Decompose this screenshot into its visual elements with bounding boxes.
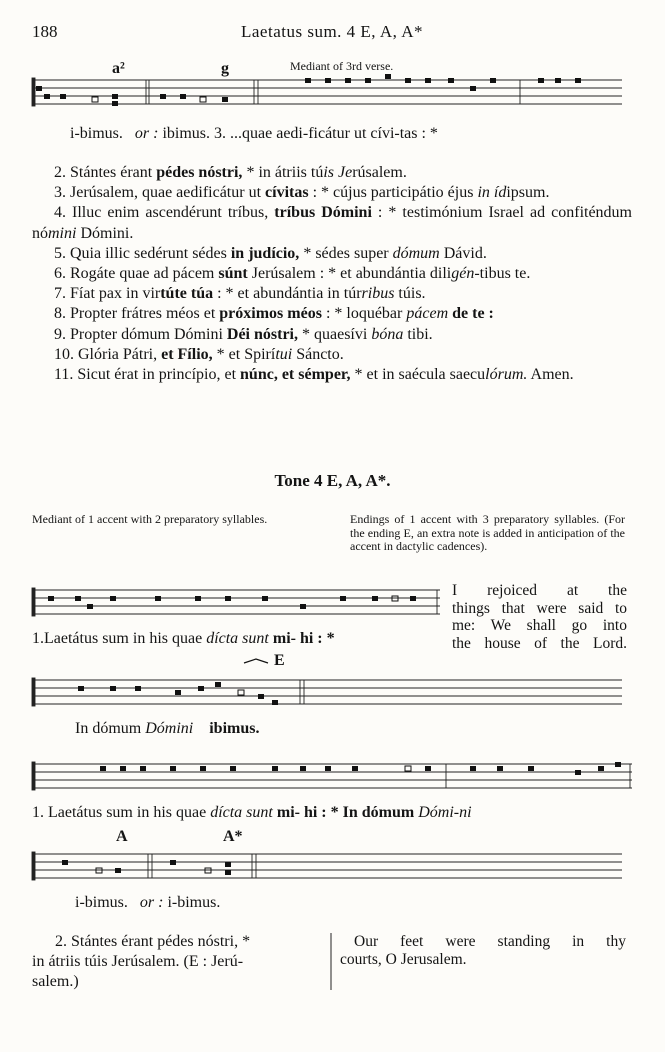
accent-mark: [244, 659, 268, 663]
lyric-line-3: In dómum Dómini ibimus.: [75, 720, 260, 737]
verse-9: 9. Propter dómum Dómini Déi nóstri, * quaesívi bóna tibi.: [54, 325, 433, 343]
verse-10: 10. Glória Pátri, et Fílio, * et Spirítui Sáncto.: [54, 345, 344, 363]
ending-label-E: E: [274, 652, 285, 669]
staff-3-neumes: [78, 682, 278, 705]
lyric-line-5: i-bimus. or : i-bimus.: [75, 894, 221, 911]
staff-5: [32, 852, 622, 880]
psalm-verses: [32, 163, 632, 385]
ending-label-Astar: A*: [223, 828, 243, 845]
verse-4: 4. Illuc enim ascendérunt tríbus, tríbus Dómini : * testimónium Israel ad confiténdum nómini Dómini.: [32, 204, 633, 242]
verse-5: 5. Quia illic sedérunt sédes in judício, * sédes super dómum Dávid.: [54, 244, 487, 262]
note-endings: Endings of 1 accent with 3 preparatory syllables. (For the ending E, an extra note is added in anticipation of the accent in dactylic cadences).: [350, 512, 625, 553]
staff1-lyric: i-bimus. or : ibimus. 3. ...quae aedi-ficátur ut cívi-tas : *: [70, 125, 438, 142]
note-mediant: Mediant of 1 accent with 2 preparatory syllables.: [32, 512, 268, 526]
ending-label-A: A: [116, 828, 128, 845]
staff1-label-g: g: [221, 60, 229, 77]
verse-6: 6. Rogáte quae ad pácem súnt Jerúsalem : * et abundántia diligén-tibus te.: [54, 265, 531, 283]
lyric-line-2: 1.Laetátus sum in his quae dícta sunt mi- hi : *: [32, 630, 335, 647]
translation-1: I rejoiced at the things that were said to me: We shall go into the house of the Lord.: [452, 582, 627, 652]
verse-3: 3. Jerúsalem, quae aedificátur ut cívitas : * cújus participátio éjus in ídipsum.: [54, 184, 550, 202]
verse-8: 8. Propter frátres méos et próximos méos : * loquébar pácem de te :: [54, 305, 494, 323]
lyric-line-4: 1. Laetátus sum in his quae dícta sunt mi- hi : * In dómum Dómi-ni: [32, 804, 472, 821]
verse-11: 11. Sicut érat in princípio, et núnc, et sémper, * et in saécula saeculórum. Amen.: [54, 366, 574, 384]
page-title: Laetatus sum. 4 E, A, A*: [241, 22, 423, 41]
verse-2: 2. Stántes érant pédes nóstri, * in átriis túis Jerúsalem.: [54, 164, 407, 181]
staff1-label-a2: a²: [112, 60, 125, 77]
translation-2: Our feet were standing in thy courts, O Jerusalem.: [340, 933, 626, 968]
page-number: 188: [32, 22, 58, 41]
staff-2: [32, 588, 440, 616]
tone-title: Tone 4 E, A, A*.: [274, 471, 391, 490]
verse-7: 7. Fíat pax in virtúte túa : * et abundántia in túrribus túis.: [54, 285, 426, 303]
verse2-latin: 2. Stántes érant pédes nóstri, * in átriis túis Jerúsalem. (E : Jerú- salem.): [32, 933, 251, 990]
staff-3: [32, 678, 622, 706]
staff-1-neumes: [36, 74, 581, 106]
staff1-label-mediant: Mediant of 3rd verse.: [290, 59, 394, 73]
